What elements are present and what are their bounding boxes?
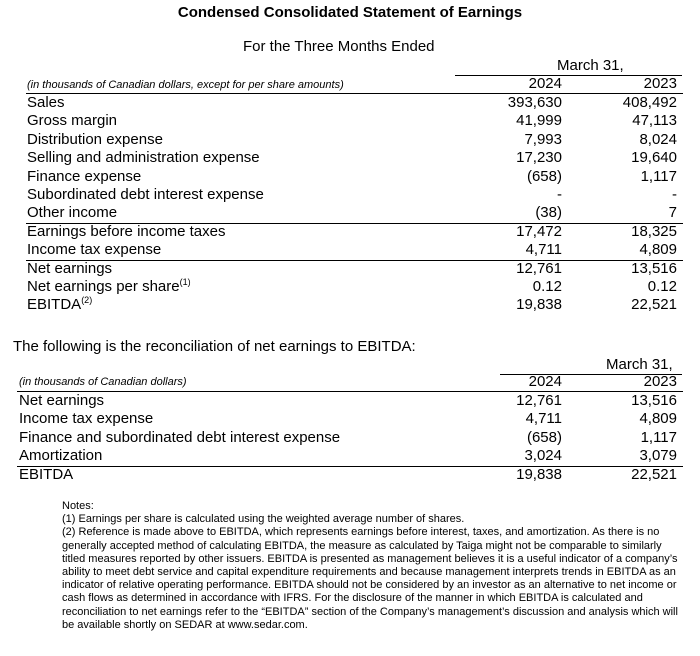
- row-label: [27, 296, 92, 314]
- row-label-text: Selling and administration expense: [27, 149, 260, 167]
- value-2024: 19,838: [516, 465, 562, 483]
- value-2023: 408,492: [622, 94, 677, 111]
- row-label: [19, 447, 102, 465]
- value-2023: 4,809: [639, 241, 677, 259]
- row-label-text: Net earnings: [27, 259, 113, 277]
- row-label-text: Income tax expense: [27, 241, 162, 259]
- row-label-text: Earnings before income taxes: [27, 222, 226, 240]
- value-2024: 393,630: [507, 94, 562, 111]
- row-label-text: Sales: [27, 94, 65, 111]
- table2-col-2024: 2024: [528, 373, 562, 390]
- row-label: [27, 149, 260, 167]
- table-row: [17, 410, 683, 428]
- row-label-text: Net earnings: [19, 392, 105, 409]
- value-2023: 22,521: [631, 296, 677, 314]
- row-label: [19, 429, 340, 447]
- value-2023: 7: [668, 204, 677, 222]
- table-row: [26, 204, 683, 222]
- row-label: [27, 186, 264, 204]
- table-row: [26, 186, 683, 204]
- row-label-text: Income tax expense: [19, 410, 154, 428]
- row-label: [27, 131, 163, 149]
- table-row: [26, 131, 683, 149]
- row-label-text: Net earnings per share: [27, 278, 180, 295]
- row-label: [27, 223, 225, 241]
- reconciliation-intro: The following is the reconciliation of net earnings to EBITDA:: [13, 338, 416, 355]
- value-2023: 4,809: [639, 410, 677, 428]
- row-label: [27, 241, 161, 259]
- note-2: (2) Reference is made above to EBITDA, which represents earnings before interest, taxes, and amortization. As there is no generally accepted method of calculating EBITDA, the measure as calculated by Taiga might not be comparable to similarly titled measures reported by other issuers. EBITDA is presented as management believes it is a useful indicator of a company’s ability to meet debt service and capital expenditure requirements and because management interprets trends in EBITDA as an indicator of relative operating performance. EBITDA should not be considered by an investor as an alternative to net income or cash flows as determined in accordance with IFRS. For the disclosure of the manner in which EBITDA is calculated and reconciliation to net earnings refer to the “EBITDA” section of the Company’s management’s discussion and analysis which will be available shortly on SEDAR at www.sedar.com.: [62, 526, 678, 631]
- row-label: [27, 112, 117, 130]
- row-label: [27, 168, 141, 186]
- value-2024: 0.12: [532, 278, 562, 295]
- table-row: [17, 429, 683, 447]
- table2-col-2023: 2023: [643, 373, 677, 390]
- row-label-text: Subordinated debt interest expense: [27, 186, 264, 203]
- value-2023: 18,325: [631, 222, 677, 240]
- table-row: [17, 447, 683, 465]
- period-header: For the Three Months Ended: [243, 38, 435, 55]
- table-row: [26, 149, 683, 167]
- notes-heading: Notes:: [62, 500, 94, 512]
- value-2024: (658): [526, 428, 562, 446]
- row-label-text: Amortization: [19, 447, 103, 465]
- row-label: [19, 466, 73, 484]
- footnote-ref: (1): [179, 277, 191, 287]
- value-2023: 3,079: [639, 447, 677, 465]
- table1-col-2023: 2023: [643, 75, 677, 92]
- note-1: (1) Earnings per share is calculated using the weighted average number of shares.: [62, 513, 465, 526]
- row-label-text: Other income: [27, 204, 118, 222]
- notes-section: [62, 500, 682, 632]
- row-label-text: Finance and subordinated debt interest expense: [19, 428, 341, 446]
- footnote-ref: (2): [81, 295, 93, 306]
- statement-title: Condensed Consolidated Statement of Earnings: [177, 4, 523, 21]
- value-2024: 3,024: [524, 447, 562, 465]
- value-2024: 19,838: [516, 296, 562, 314]
- table-row: [26, 278, 683, 296]
- row-label: [27, 278, 191, 296]
- value-2024: 17,472: [516, 222, 562, 240]
- row-label-text: EBITDA: [19, 465, 74, 483]
- table1-col-2024: 2024: [528, 75, 562, 92]
- row-label-text: Finance expense: [27, 167, 142, 185]
- value-2023: 13,516: [631, 259, 677, 277]
- row-label-text: Distribution expense: [27, 130, 163, 148]
- table-row: [26, 223, 683, 241]
- row-label: [27, 260, 112, 278]
- table1-unit-note: (in thousands of Canadian dollars, except for per share amounts): [27, 79, 344, 91]
- row-label-text: EBITDA: [27, 296, 82, 314]
- row-label: [19, 392, 104, 410]
- value-2024: (658): [526, 167, 562, 185]
- table-row: [17, 392, 683, 410]
- value-2024: 17,230: [516, 149, 562, 167]
- value-2024: 12,761: [516, 259, 562, 277]
- table-row: [26, 168, 683, 186]
- value-2023: 1,117: [640, 167, 677, 185]
- row-label: [27, 94, 65, 112]
- value-2023: 13,516: [631, 392, 677, 409]
- value-2024: 41,999: [516, 112, 562, 130]
- value-2024: 12,761: [516, 392, 562, 409]
- value-2023: 8,024: [639, 130, 677, 148]
- row-label: [19, 410, 153, 428]
- value-2023: 19,640: [631, 149, 677, 167]
- row-label-text: Gross margin: [27, 112, 118, 130]
- table-row: [26, 94, 683, 112]
- value-2023: 1,117: [640, 428, 677, 446]
- table-row: [26, 112, 683, 130]
- row-label: [27, 204, 117, 222]
- table1-date-header: March 31,: [557, 57, 624, 74]
- value-2023: -: [672, 186, 677, 203]
- value-2023: 22,521: [631, 465, 677, 483]
- value-2024: 7,993: [524, 130, 562, 148]
- value-2023: 0.12: [647, 278, 677, 295]
- table2-unit-note: (in thousands of Canadian dollars): [19, 376, 187, 388]
- value-2024: -: [557, 186, 562, 203]
- table2-date-header: March 31,: [606, 356, 673, 373]
- table-row: [26, 296, 683, 314]
- value-2023: 47,113: [632, 112, 677, 130]
- table-row: [26, 241, 683, 259]
- value-2024: (38): [535, 204, 562, 222]
- value-2024: 4,711: [525, 241, 562, 259]
- value-2024: 4,711: [525, 410, 562, 428]
- table-row: [17, 466, 683, 484]
- table-row: [26, 260, 683, 278]
